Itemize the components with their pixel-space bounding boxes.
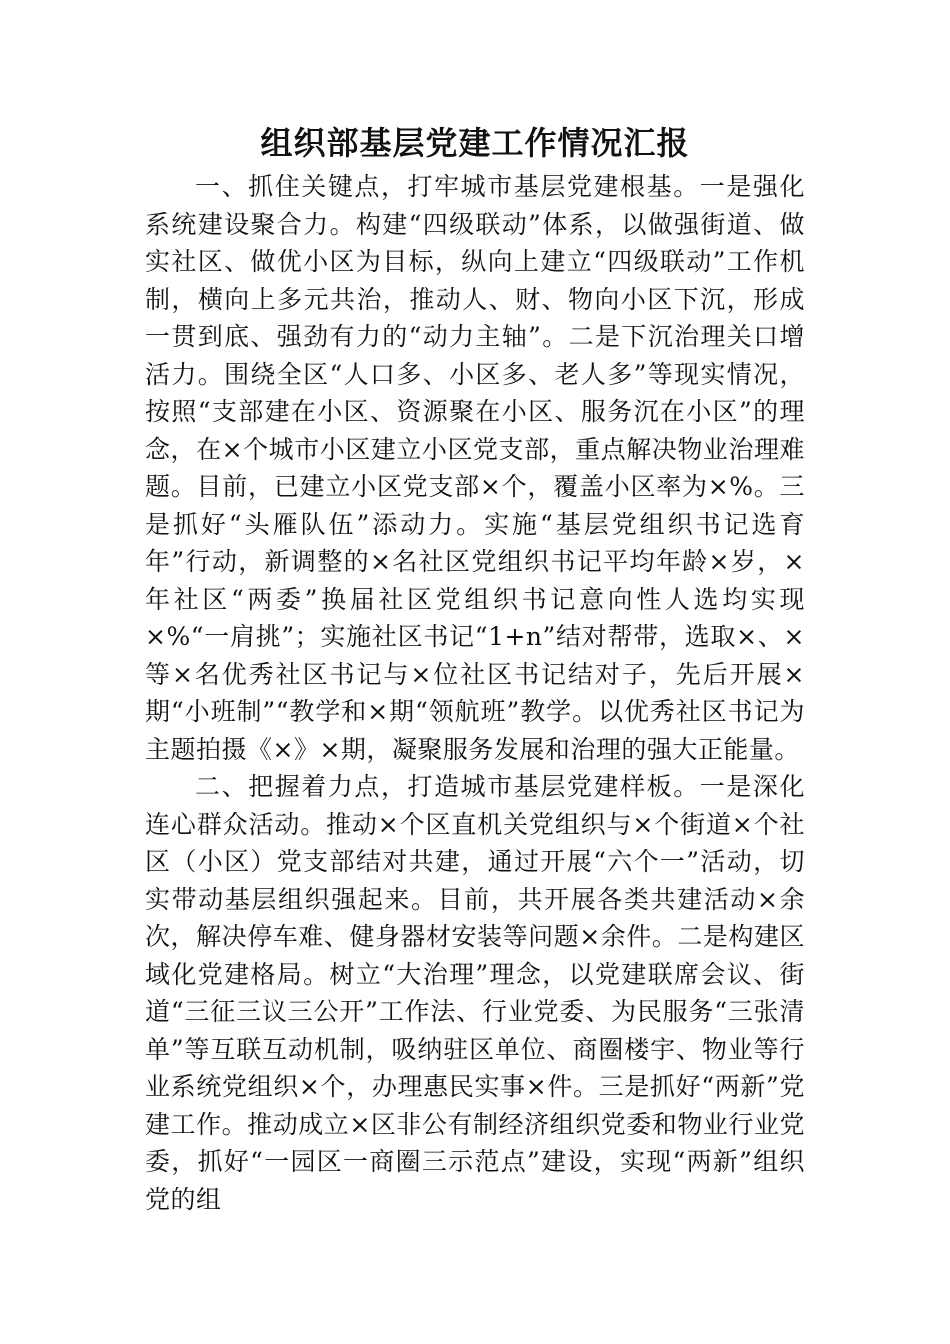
document-title: 组织部基层党建工作情况汇报: [260, 124, 690, 162]
paragraph-1: 一、抓住关键点，打牢城市基层党建根基。一是强化系统建设聚合力。构建“四级联动”体系，以做强街道、做实社区、做优小区为目标，纵向上建立“四级联动”工作机制，横向上多元共治，推动人、财、物向小区下沉，形成一贯到底、强劲有力的“动力主轴”。二是下沉治理关口增活力。围绕全区“人口多、小区多、老人多”等现实情况，按照“支部建在小区、资源聚在小区、服务沉在小区”的理念，在×个城市小区建立小区党支部，重点解决物业治理难题。目前，已建立小区党支部×个，覆盖小区率为×%。三是抓好“头雁队伍”添动力。实施“基层党组织书记选育年”行动，新调整的×名社区党组织书记平均年龄×岁，×年社区“两委”换届社区党组织书记意向性人选均实现×%“一肩挑”；实施社区书记“1+n”结对帮带，选取×、×等×名优秀社区书记与×位社区书记结对子，先后开展×期“小班制”“教学和×期“领航班”教学。以优秀社区书记为主题拍摄《×》×期，凝聚服务发展和治理的强大正能量。: [145, 172, 805, 764]
paragraph-2: 二、把握着力点，打造城市基层党建样板。一是深化连心群众活动。推动×个区直机关党组织与×个街道×个社区（小区）党支部结对共建，通过开展“六个一”活动，切实带动基层组织强起来。目前，共开展各类共建活动×余次，解决停车难、健身器材安装等问题×余件。二是构建区域化党建格局。树立“大治理”理念，以党建联席会议、街道“三征三议三公开”工作法、行业党委、为民服务“三张清单”等互联互动机制，吸纳驻区单位、商圈楼宇、物业等行业系统党组织×个，办理惠民实事×件。三是抓好“两新”党建工作。推动成立×区非公有制经济组织党委和物业行业党委，抓好“一园区一商圈三示范点”建设，实现“两新”组织党的组: [145, 772, 805, 1214]
document-page: [145, 118, 805, 1218]
